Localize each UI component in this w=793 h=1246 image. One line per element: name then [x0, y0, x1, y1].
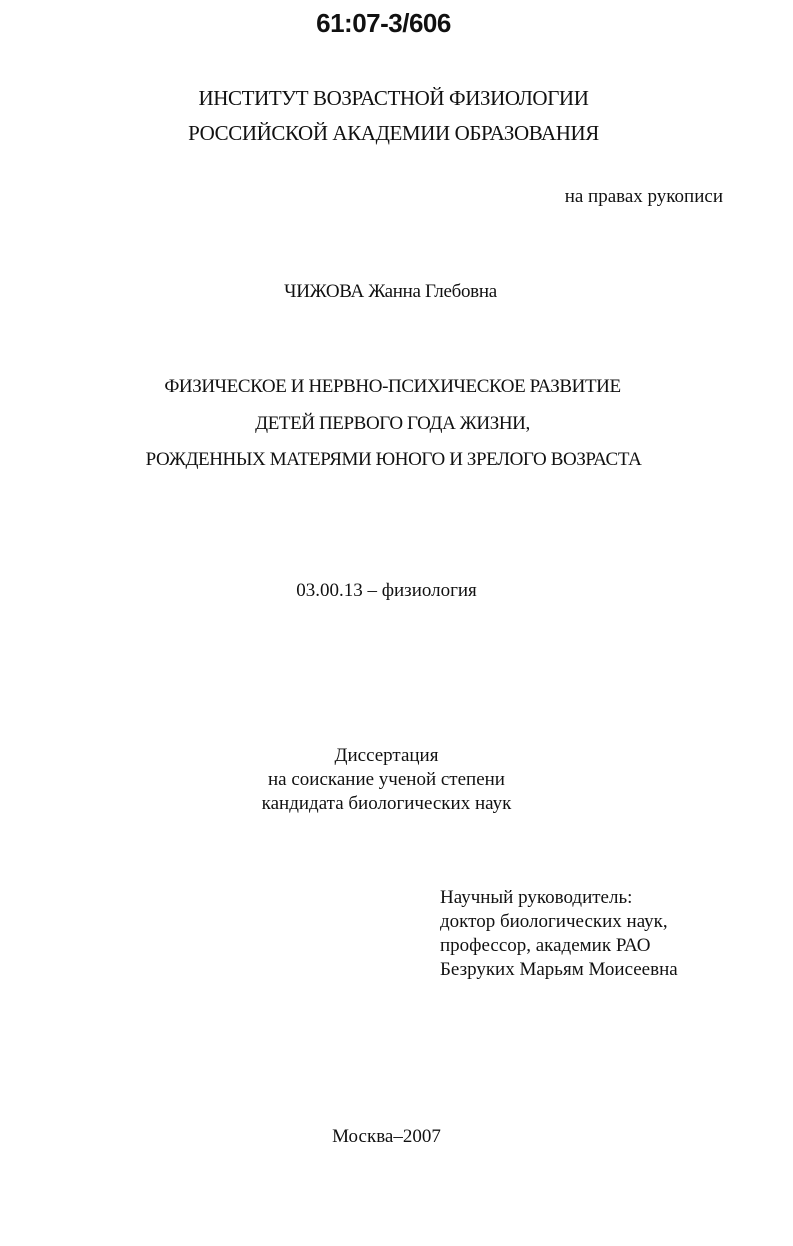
supervisor-degree: доктор биологических наук,: [440, 911, 668, 932]
thesis-title-line-3: РОЖДЕННЫХ МАТЕРЯМИ ЮНОГО И ЗРЕЛОГО ВОЗРАСТА: [145, 449, 642, 470]
author-name: [0, 281, 793, 303]
archive-code: [0, 8, 793, 39]
institution-line-2: РОССИЙСКОЙ АКАДЕМИИ ОБРАЗОВАНИЯ: [188, 121, 599, 145]
manuscript-rights-note: на правах рукописи: [564, 186, 723, 207]
thesis-title-line-2: ДЕТЕЙ ПЕРВОГО ГОДА ЖИЗНИ,: [255, 413, 530, 434]
archive-code-text: 61:07-3/606: [316, 8, 451, 38]
supervisor-name: Безруких Марьям Моисеевна: [440, 959, 678, 980]
institution-line-1: ИНСТИТУТ ВОЗРАСТНОЙ ФИЗИОЛОГИИ: [198, 86, 589, 110]
supervisor-rank: профессор, академик РАО: [440, 935, 651, 956]
city-year-text: Москва–2007: [332, 1126, 441, 1147]
supervisor-heading: Научный руководитель:: [440, 887, 633, 908]
city-year: [0, 1126, 793, 1148]
specialty-code-text: 03.00.13 – физиология: [296, 580, 477, 601]
degree-line-2: на соискание ученой степени: [268, 769, 505, 790]
degree-line-1: Диссертация: [334, 745, 439, 766]
author-name-text: ЧИЖОВА Жанна Глебовна: [284, 281, 497, 302]
degree-line-3: кандидата биологических наук: [261, 793, 512, 814]
thesis-title-line-1: ФИЗИЧЕСКОЕ И НЕРВНО-ПСИХИЧЕСКОЕ РАЗВИТИЕ: [164, 376, 621, 397]
specialty-code: [0, 580, 793, 602]
